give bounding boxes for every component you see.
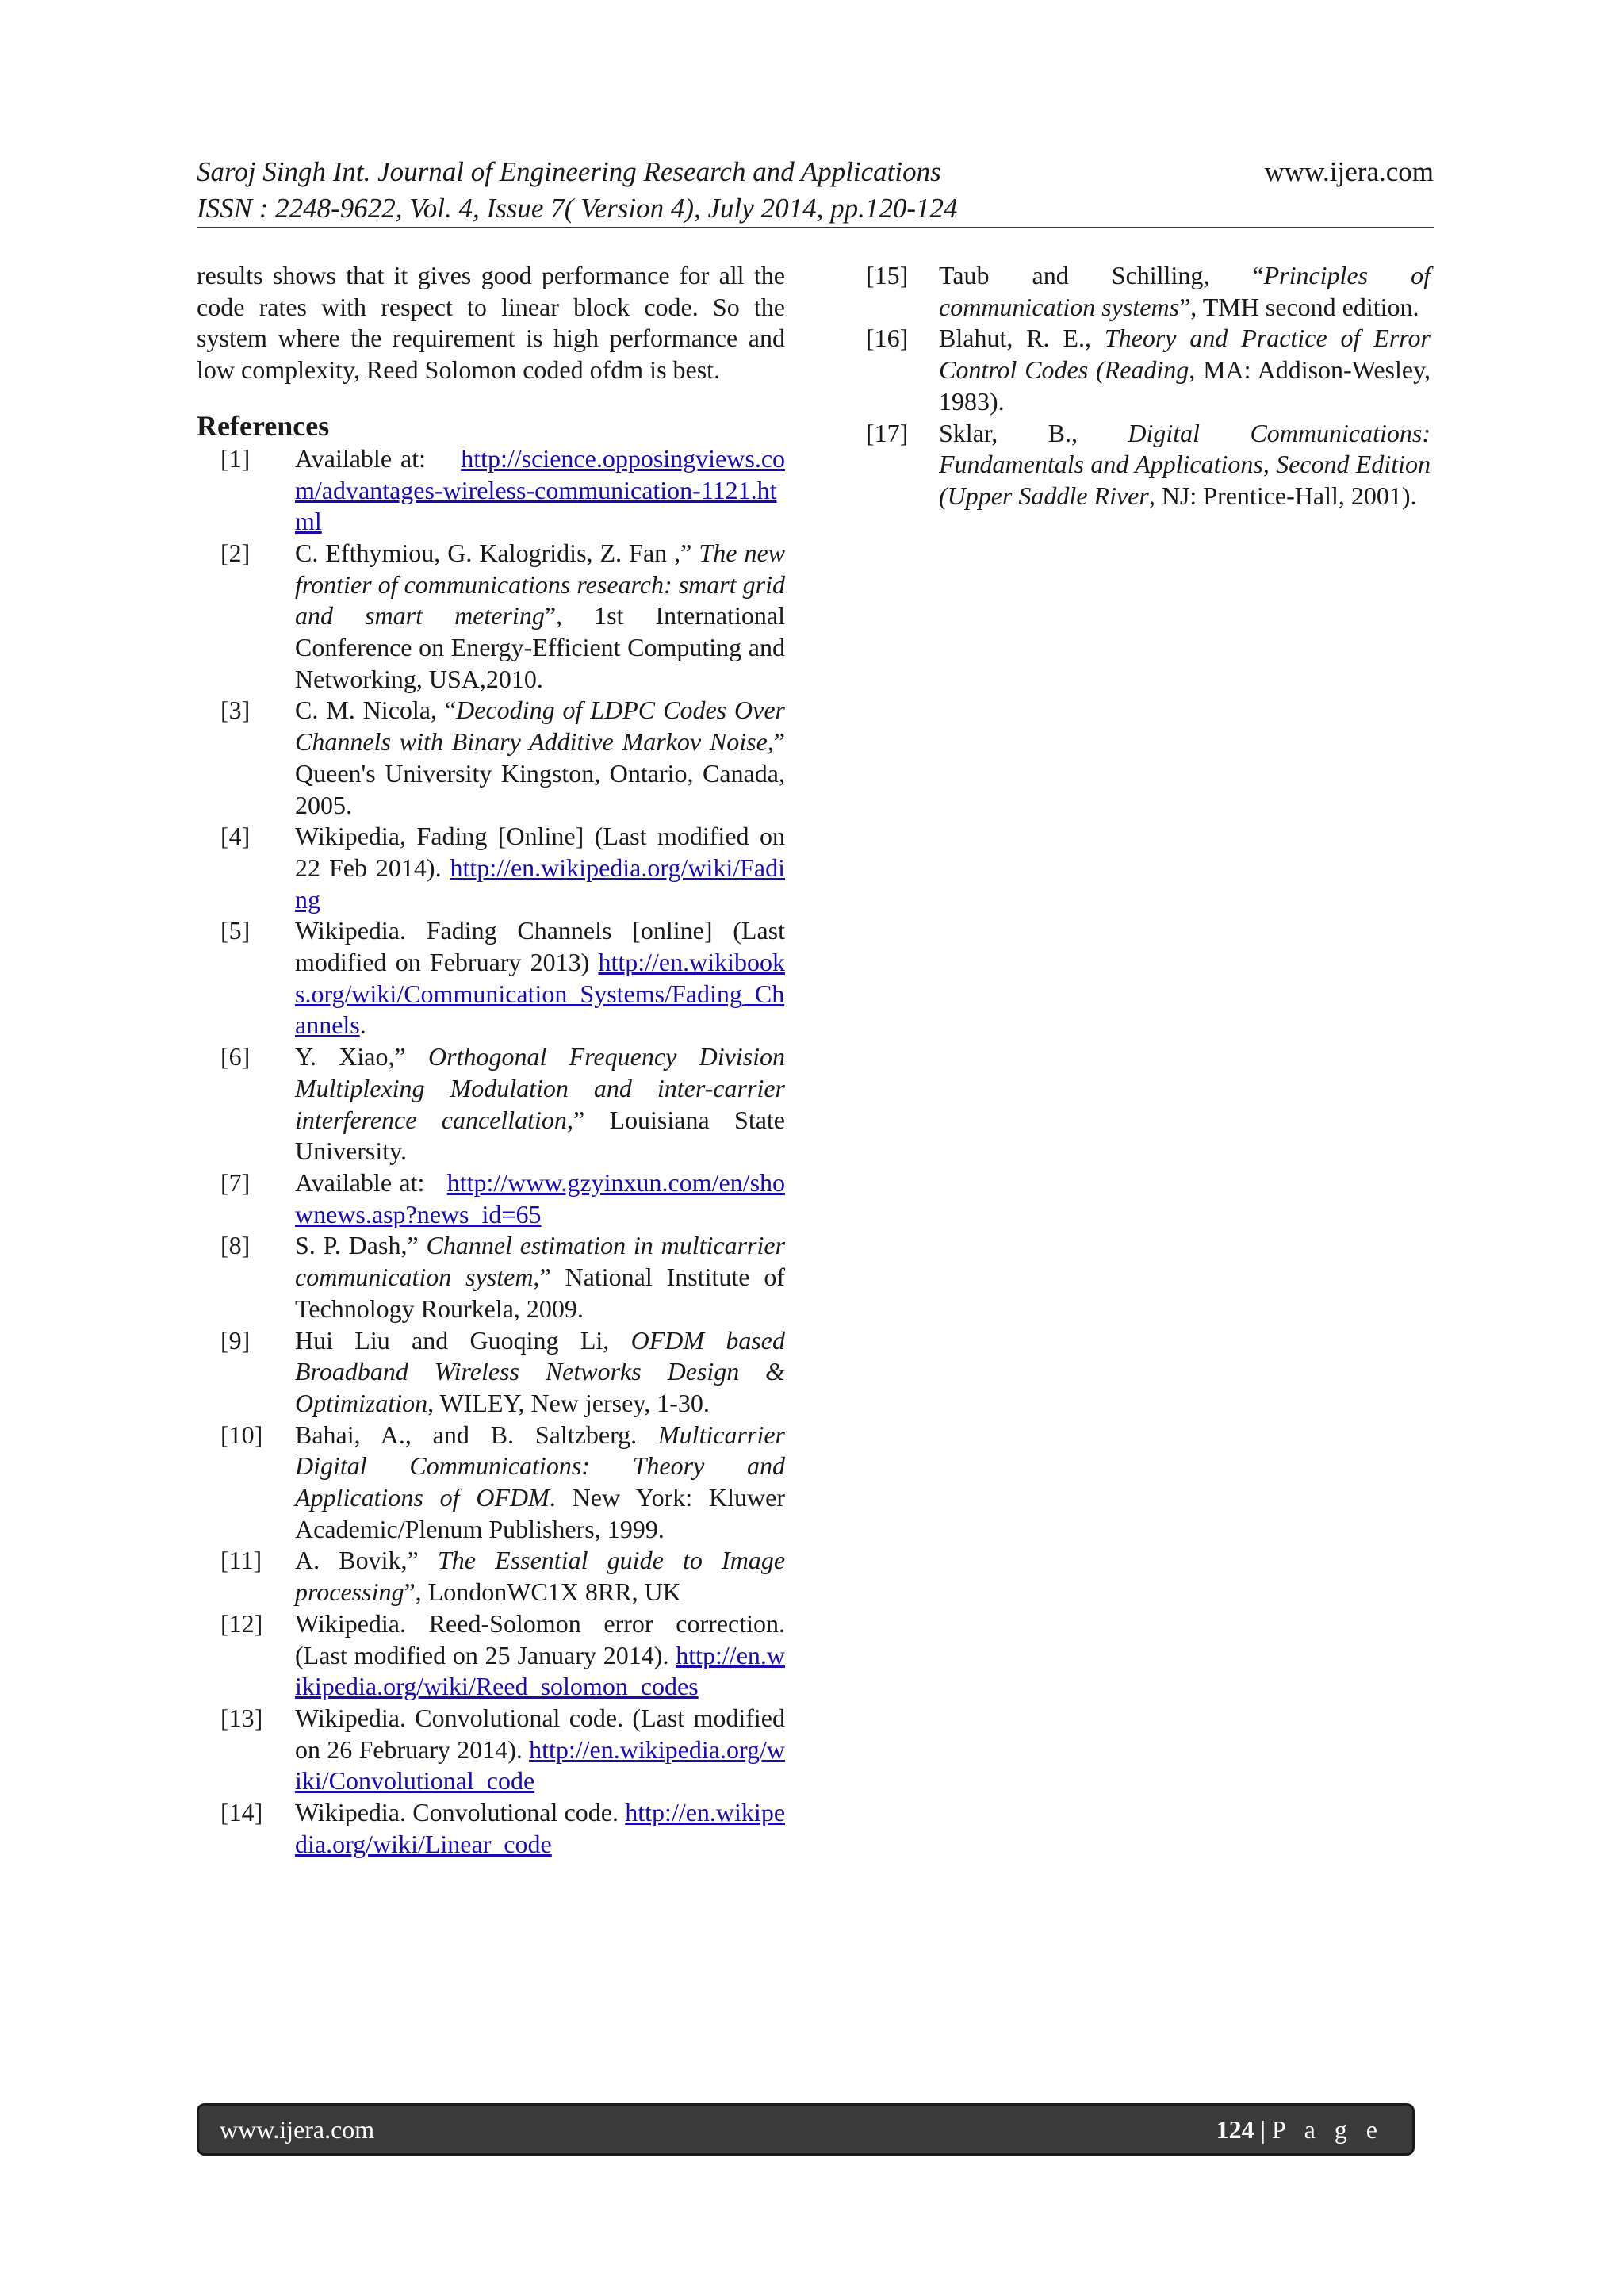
- reference-number: [14]: [220, 1798, 263, 1827]
- reference-suffix: ”, TMH second edition.: [1179, 292, 1419, 321]
- reference-item: [197, 1420, 785, 1546]
- reference-title: Decoding of LDPC Codes Over Channels with Binary Additive Markov Noise,: [295, 696, 786, 757]
- reference-number: [6]: [220, 1042, 251, 1071]
- header-rule: [197, 227, 1434, 228]
- reference-prefix: Wikipedia. Fading Channels [online] (Last modified on February 2013): [295, 916, 785, 977]
- reference-suffix: , WILEY, New jersey, 1-30.: [427, 1388, 710, 1417]
- reference-text: [295, 1167, 785, 1230]
- reference-title: Digital Communications: Fundamentals and Applications, Second Edition (Upper Saddle River: [939, 418, 1431, 510]
- reference-title: Theory and Practice of Error Control Codes (Reading: [939, 324, 1431, 385]
- reference-prefix: Available at:: [295, 1167, 425, 1197]
- reference-number: [15]: [866, 261, 909, 289]
- reference-title: The new frontier of communications research: smart grid and smart metering: [295, 538, 786, 631]
- reference-prefix: Blahut, R. E.,: [939, 324, 1091, 353]
- reference-suffix: ,” Louisiana State University.: [295, 1105, 786, 1166]
- reference-item: [197, 821, 785, 915]
- reference-prefix: Wikipedia. Convolutional code. (Last modified on 26 February 2014).: [295, 1703, 785, 1764]
- reference-item: [197, 443, 785, 538]
- reference-suffix: , MA: Addison-Wesley, 1983).: [939, 355, 1431, 416]
- reference-text: [295, 821, 785, 915]
- reference-suffix: ,” National Institute of Technology Rourkela, 2009.: [295, 1263, 786, 1323]
- footer-page-indicator: [1216, 2115, 1384, 2145]
- right-column: [866, 260, 1431, 512]
- reference-link[interactable]: http://en.wikipedia.org/wiki/Reed_solomon_codes: [295, 1640, 785, 1701]
- reference-number: [13]: [220, 1703, 263, 1732]
- reference-suffix: .: [359, 1010, 366, 1040]
- reference-number: [9]: [220, 1325, 251, 1355]
- reference-suffix: . New York: Kluwer Academic/Plenum Publishers, 1999.: [295, 1483, 786, 1543]
- reference-prefix: Hui Liu and Guoqing Li,: [295, 1325, 610, 1355]
- reference-item: [197, 915, 785, 1041]
- reference-title: Multicarrier Digital Communications: Theory and Applications of OFDM: [295, 1420, 785, 1512]
- journal-issn: ISSN : 2248-9622, Vol. 4, Issue 7( Version 4), July 2014, pp.120-124: [197, 193, 958, 224]
- reference-item: [866, 323, 1431, 417]
- reference-text: [939, 323, 1431, 417]
- reference-text: [295, 1230, 785, 1324]
- reference-prefix: Wikipedia, Fading [Online] (Last modified on 22 Feb 2014).: [295, 822, 785, 882]
- reference-prefix: C. M. Nicola, “: [295, 696, 457, 725]
- reference-text: [939, 260, 1431, 323]
- reference-text: [295, 1797, 785, 1860]
- reference-item: [197, 695, 785, 821]
- reference-link[interactable]: http://www.gzyinxun.com/en/shownews.asp?news_id=65: [295, 1167, 786, 1228]
- reference-title: The Essential guide to Image processing: [295, 1546, 786, 1607]
- reference-prefix: S. P. Dash,”: [295, 1231, 419, 1260]
- reference-suffix: , NJ: Prentice-Hall, 2001).: [1148, 481, 1417, 510]
- reference-text: [295, 1545, 785, 1608]
- reference-prefix: Y. Xiao,”: [295, 1042, 406, 1071]
- reference-number: [16]: [866, 324, 909, 353]
- reference-prefix: Wikipedia. Reed-Solomon error correction. (Last modified on 25 January 2014).: [295, 1608, 785, 1669]
- reference-number: [17]: [866, 418, 909, 447]
- reference-number: [1]: [220, 443, 251, 473]
- reference-prefix: Taub and Schilling, “: [939, 261, 1264, 289]
- page-number: 124: [1216, 2114, 1254, 2144]
- reference-item: [197, 1703, 785, 1797]
- reference-prefix: Available at:: [295, 443, 427, 473]
- reference-link[interactable]: http://en.wikipedia.org/wiki/Convolutional_code: [295, 1734, 786, 1796]
- reference-item: [197, 1041, 785, 1167]
- reference-suffix: ”, 1st International Conference on Energy-Efficient Computing and Networking, USA,2010.: [295, 601, 785, 693]
- reference-number: [8]: [220, 1231, 251, 1260]
- running-header: [197, 154, 1434, 227]
- reference-number: [12]: [220, 1608, 263, 1638]
- reference-text: [295, 1325, 785, 1420]
- page-label: P a g e: [1271, 2114, 1384, 2144]
- reference-title: Orthogonal Frequency Division Multiplexing Modulation and inter-carrier interference cancellation: [295, 1042, 786, 1134]
- reference-text: [295, 538, 785, 696]
- footer-website: www.ijera.com: [220, 2114, 375, 2144]
- reference-link[interactable]: http://science.opposingviews.com/advantages-wireless-communication-1121.html: [295, 443, 786, 536]
- reference-title: Principles of communication systems: [939, 261, 1431, 321]
- reference-prefix: C. Efthymiou, G. Kalogridis, Z. Fan ,”: [295, 538, 692, 567]
- reference-item: [197, 1167, 785, 1230]
- reference-text: [295, 1608, 785, 1703]
- header-row-1: [197, 154, 1434, 190]
- reference-text: [295, 915, 785, 1041]
- reference-prefix: A. Bovik,”: [295, 1546, 419, 1575]
- reference-link[interactable]: http://en.wikipedia.org/wiki/Fading: [295, 853, 785, 914]
- reference-number: [3]: [220, 696, 251, 725]
- reference-title: OFDM based Broadband Wireless Networks Design & Optimization: [295, 1325, 786, 1417]
- reference-item: [197, 1797, 785, 1860]
- reference-item: [197, 1230, 785, 1324]
- reference-suffix: ” Queen's University Kingston, Ontario, Canada, 2005.: [295, 727, 785, 819]
- reference-text: [295, 443, 785, 538]
- reference-text: [295, 695, 785, 821]
- reference-prefix: Sklar, B.,: [939, 418, 1078, 447]
- reference-suffix: ”, LondonWC1X 8RR, UK: [404, 1577, 681, 1607]
- reference-link[interactable]: http://en.wikipedia.org/wiki/Linear_code: [295, 1798, 786, 1858]
- reference-text: [939, 418, 1431, 512]
- reference-prefix: Bahai, A., and B. Saltzberg.: [295, 1420, 638, 1449]
- reference-item: [197, 1608, 785, 1703]
- reference-text: [295, 1703, 785, 1797]
- conclusion-paragraph: results shows that it gives good performance for all the code rates with respect to linear block code. So the system where the requirement is high performance and low complexity, Reed Solomon coded ofdm is best.: [197, 261, 785, 385]
- reference-prefix: Wikipedia. Convolutional code.: [295, 1798, 619, 1827]
- reference-item: [197, 1545, 785, 1608]
- reference-number: [7]: [220, 1167, 251, 1197]
- reference-number: [5]: [220, 916, 251, 945]
- reference-link[interactable]: http://en.wikibooks.org/wiki/Communication_Systems/Fading_Channels: [295, 948, 785, 1040]
- reference-item: [197, 1325, 785, 1420]
- reference-number: [2]: [220, 538, 251, 567]
- references-heading: References: [197, 409, 330, 442]
- reference-number: [4]: [220, 822, 251, 851]
- reference-title: Channel estimation in multicarrier communication system: [295, 1231, 786, 1292]
- reference-number: [10]: [220, 1420, 263, 1449]
- left-column: [197, 260, 785, 1860]
- reference-item: [866, 418, 1431, 512]
- journal-title: Saroj Singh Int. Journal of Engineering Research and Applications: [197, 156, 941, 187]
- reference-text: [295, 1041, 785, 1167]
- reference-text: [295, 1420, 785, 1546]
- reference-item: [866, 260, 1431, 323]
- reference-number: [11]: [220, 1546, 262, 1575]
- journal-website: www.ijera.com: [1264, 156, 1434, 187]
- reference-item: [197, 538, 785, 696]
- page-separator: |: [1260, 2114, 1266, 2144]
- page-footer: [197, 2103, 1415, 2156]
